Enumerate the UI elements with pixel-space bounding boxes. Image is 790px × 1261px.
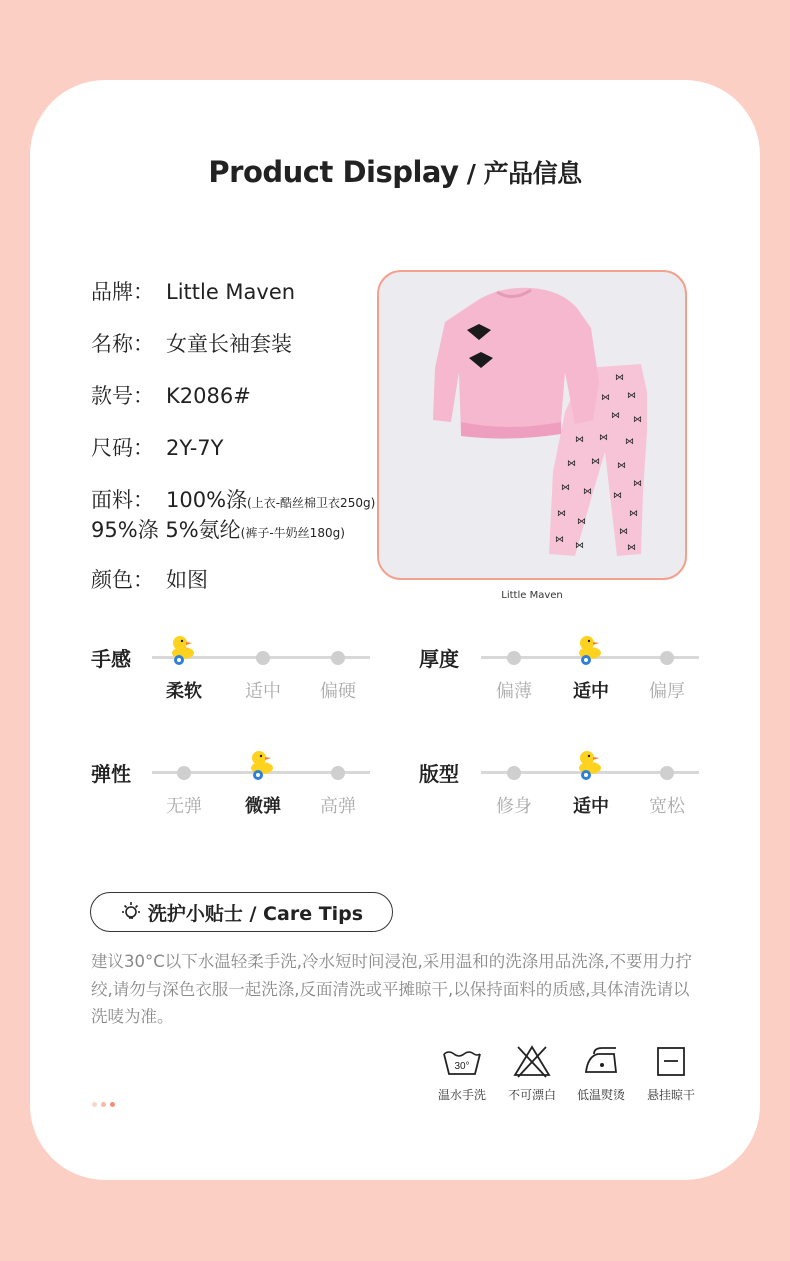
care-tips-text: 建议30°C以下水温轻柔手洗,冷水短时间浸泡,采用温和的洗涤用品洗涤,不要用力拧绞,请勿与深色衣服一起洗涤,反面清洗或平摊晾干,以保持面料的质感,具体清洗请以洗唛为准。 (91, 952, 693, 1026)
svg-text:⋈: ⋈ (627, 391, 636, 401)
spec-fabric-line2: 95%涤 5%氨纶(裤子-牛奶丝180g) (91, 518, 345, 542)
indicator-dot (101, 1102, 106, 1107)
page-indicator (92, 1092, 119, 1111)
svg-text:⋈: ⋈ (611, 411, 620, 421)
svg-text:⋈: ⋈ (555, 535, 564, 545)
rating-dot[interactable] (256, 651, 270, 665)
rating-dot[interactable] (660, 766, 674, 780)
svg-text:⋈: ⋈ (633, 415, 642, 425)
care-label-low-iron: 低温熨烫 (576, 1088, 625, 1102)
svg-text:⋈: ⋈ (629, 509, 638, 519)
svg-text:⋈: ⋈ (619, 527, 628, 537)
svg-text:⋈: ⋈ (627, 543, 636, 553)
spec-brand: 品牌： Little Maven (91, 280, 296, 304)
rating-dot[interactable] (507, 766, 521, 780)
duck-marker-icon[interactable] (574, 747, 608, 781)
rating-option-fit: 修身 (496, 796, 532, 817)
svg-text:⋈: ⋈ (613, 491, 622, 501)
svg-text:⋈: ⋈ (601, 393, 610, 403)
rating-option-fit: 适中 (573, 796, 609, 817)
svg-text:⋈: ⋈ (633, 479, 642, 489)
rating-option-thickness: 偏厚 (649, 681, 685, 702)
care-tips-title: 洗护小贴士 / Care Tips (147, 902, 364, 925)
rating-option-elasticity: 微弹 (245, 796, 281, 817)
lightbulb-icon (120, 901, 142, 923)
hang-dry-icon (650, 1044, 692, 1078)
rating-option-fit: 宽松 (649, 796, 685, 817)
care-label-wash: 温水手洗 (437, 1088, 486, 1102)
rating-label-fit: 版型 (419, 762, 459, 786)
care-label-hang-dry: 悬挂晾干 (646, 1088, 695, 1102)
svg-text:⋈: ⋈ (557, 509, 566, 519)
rating-label-elasticity: 弹性 (91, 762, 131, 786)
rating-option-hand-feel: 柔软 (166, 681, 202, 702)
svg-text:⋈: ⋈ (615, 373, 624, 383)
rating-dot[interactable] (331, 766, 345, 780)
title-en: Product Display (208, 155, 459, 189)
spec-color: 颜色： 如图 (91, 568, 208, 592)
spec-size: 尺码： 2Y-7Y (91, 436, 224, 460)
care-label-no-bleach: 不可漂白 (507, 1088, 556, 1102)
rating-option-elasticity: 无弹 (166, 796, 202, 817)
no-bleach-icon (511, 1044, 553, 1078)
spec-name: 名称： 女童长袖套装 (91, 332, 292, 356)
page-title (0, 154, 790, 190)
svg-text:⋈: ⋈ (577, 517, 586, 527)
rating-option-thickness: 适中 (573, 681, 609, 702)
pants (549, 364, 647, 556)
pajama-set-illustration (379, 272, 685, 578)
low-iron-icon (580, 1044, 622, 1078)
care-item-wash (427, 1044, 497, 1103)
rating-option-hand-feel: 适中 (245, 681, 281, 702)
svg-text:⋈: ⋈ (625, 437, 634, 447)
rating-option-hand-feel: 偏硬 (320, 681, 356, 702)
rating-label-hand-feel: 手感 (91, 647, 131, 671)
duck-marker-icon[interactable] (246, 747, 280, 781)
svg-text:⋈: ⋈ (575, 541, 584, 551)
rating-label-thickness: 厚度 (419, 647, 459, 671)
svg-text:⋈: ⋈ (575, 435, 584, 445)
title-cn: 产品信息 (483, 159, 582, 188)
svg-text:⋈: ⋈ (617, 461, 626, 471)
rating-option-thickness: 偏薄 (496, 681, 532, 702)
wash-30-icon (441, 1044, 483, 1078)
care-item-low-iron (566, 1044, 636, 1103)
care-tips-header (90, 892, 393, 932)
duck-marker-icon[interactable] (574, 632, 608, 666)
rating-dot[interactable] (507, 651, 521, 665)
sweatshirt (433, 288, 599, 439)
duck-marker-icon[interactable] (167, 632, 201, 666)
rating-option-elasticity: 高弹 (320, 796, 356, 817)
spec-fabric: 面料： 100%涤(上衣-酷丝棉卫衣250g) (91, 488, 376, 512)
spec-style-no: 款号： K2086# (91, 384, 251, 408)
svg-text:⋈: ⋈ (561, 483, 570, 493)
title-separator: / (458, 159, 484, 188)
care-item-hang-dry (636, 1044, 706, 1103)
care-item-no-bleach (497, 1044, 567, 1103)
rating-dot[interactable] (660, 651, 674, 665)
rating-dot[interactable] (331, 651, 345, 665)
svg-text:⋈: ⋈ (591, 457, 600, 467)
indicator-dot (110, 1102, 115, 1107)
svg-text:⋈: ⋈ (583, 487, 592, 497)
indicator-dot (92, 1102, 97, 1107)
svg-text:⋈: ⋈ (599, 433, 608, 443)
svg-text:⋈: ⋈ (567, 459, 576, 469)
product-image (377, 270, 687, 580)
wash-temp: 30° (454, 1061, 470, 1072)
rating-dot[interactable] (177, 766, 191, 780)
image-caption: Little Maven (501, 590, 563, 601)
